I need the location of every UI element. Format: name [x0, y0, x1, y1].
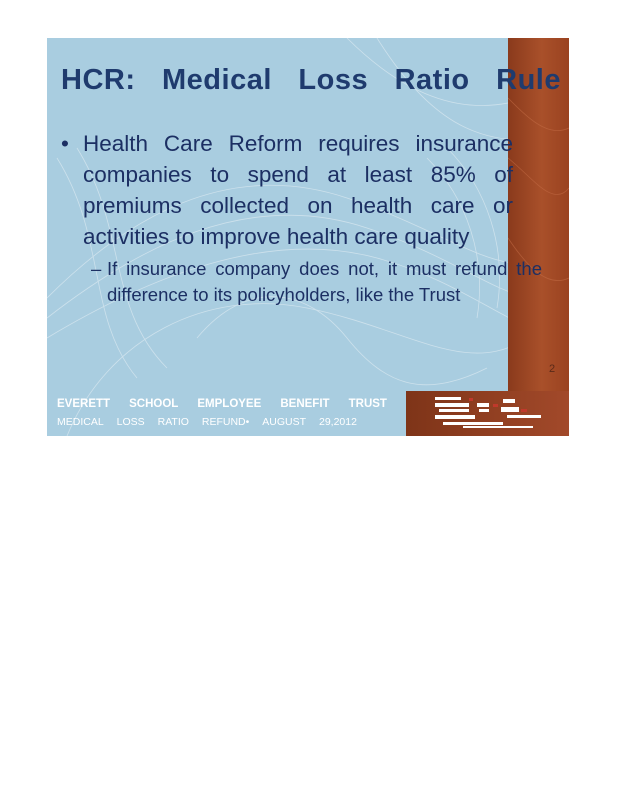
footer-organization: [57, 398, 387, 410]
footer-word: EMPLOYEE: [197, 398, 262, 410]
title-word: Rule: [496, 64, 561, 96]
bullet-icon: •: [61, 131, 69, 156]
footer-word: TRUST: [348, 398, 387, 410]
title-word: Ratio: [394, 64, 470, 96]
footer-word: EVERETT: [57, 398, 111, 410]
footer-word: SCHOOL: [129, 398, 179, 410]
bullet-text-sub: If insurance company does not, it must refund the difference to its policyholders, like the Trust: [107, 258, 542, 305]
title-word: Loss: [298, 64, 369, 96]
footer-word: MEDICAL: [57, 416, 104, 428]
footer-subtitle: [57, 416, 357, 428]
right-accent-bar: [508, 38, 569, 436]
title-word: HCR:: [61, 64, 136, 96]
slide: [47, 38, 569, 436]
footer-word: BENEFIT: [280, 398, 330, 410]
page-number: 2: [549, 363, 556, 375]
footer-word: AUGUST: [262, 416, 307, 428]
accent-bar-swirl: [508, 38, 569, 436]
slide-title: [61, 64, 561, 97]
footer-word: LOSS: [116, 416, 145, 428]
dash-icon: –: [91, 258, 102, 279]
bullet-text-main: Health Care Reform requires insurance companies to spend at least 85% of premiums collected on health care or activities to improve health care quality: [83, 131, 513, 249]
title-word: Medical: [162, 64, 272, 96]
footer-word: 29,2012: [318, 416, 357, 428]
footer-word: REFUND•: [201, 416, 250, 428]
organization-logo-icon: [433, 395, 543, 431]
footer-word: RATIO: [157, 416, 189, 428]
